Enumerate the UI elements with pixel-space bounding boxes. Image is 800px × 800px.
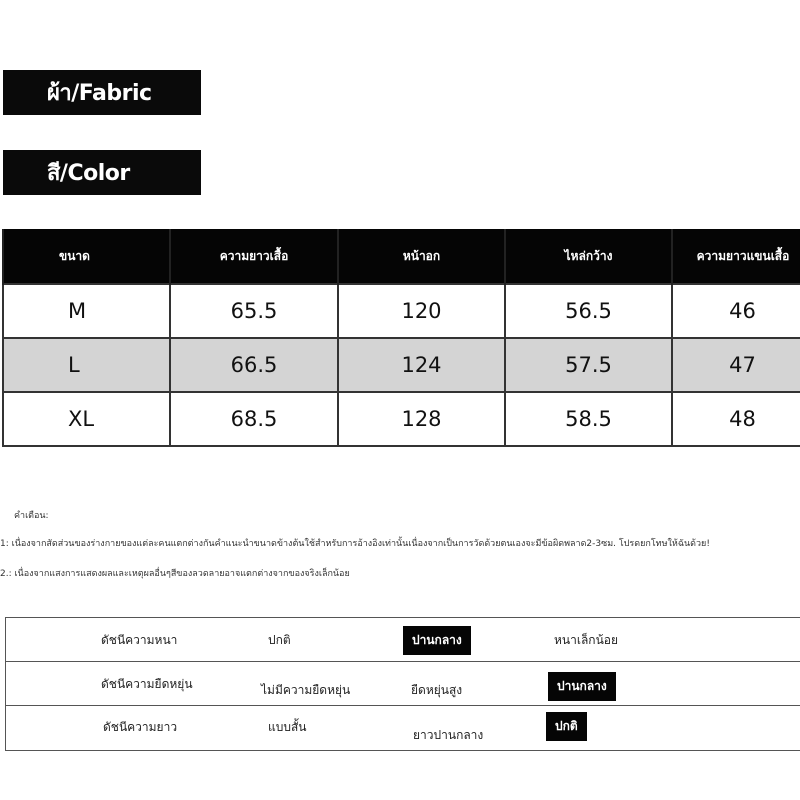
notes-heading: คำเตือน: bbox=[14, 511, 49, 521]
index-option-selected: ปานกลาง bbox=[403, 626, 471, 655]
table-row bbox=[3, 338, 800, 392]
color-label: สี/Color bbox=[3, 150, 201, 195]
cell-sleeve: 48 bbox=[672, 392, 800, 446]
cell-sleeve: 47 bbox=[672, 338, 800, 392]
header-shoulder: ไหล่กว้าง bbox=[505, 229, 672, 284]
cell-sleeve: 46 bbox=[672, 284, 800, 338]
index-row-length bbox=[6, 706, 800, 750]
cell-size: XL bbox=[3, 392, 170, 446]
note-1: 1: เนื่องจากสัดส่วนของร่างกายของแต่ละคนแตกต่างกันคำแนะนำขนาดข้างต้นใช้สำหรับการอ้างอิงเท่านั้นเนื่องจากเป็นการวัดด้วยตนเองจะมีข้อผิดพลาด2-3ซม. โปรดยกโทษให้ฉันด้วย! bbox=[0, 539, 710, 549]
header-sleeve: ความยาวแขนเสื้อ bbox=[672, 229, 800, 284]
index-option-selected: ปกติ bbox=[546, 712, 587, 741]
cell-shoulder: 57.5 bbox=[505, 338, 672, 392]
index-row-thickness bbox=[6, 618, 800, 662]
index-option: ยาวปานกลาง bbox=[413, 728, 484, 742]
index-name: ดัชนีความยาว bbox=[103, 720, 178, 734]
index-name: ดัชนีความยืดหยุ่น bbox=[101, 677, 193, 691]
index-option: แบบสั้น bbox=[268, 720, 307, 734]
note-2: 2.: เนื่องจากแสงการแสดงผลและเหตุผลอื่นๆสีของลวดลายอาจแตกต่างจากของจริงเล็กน้อย bbox=[0, 569, 350, 579]
cell-length: 66.5 bbox=[170, 338, 338, 392]
cell-chest: 128 bbox=[338, 392, 505, 446]
cell-length: 68.5 bbox=[170, 392, 338, 446]
index-option: ไม่มีความยืดหยุ่น bbox=[261, 683, 351, 697]
index-table bbox=[5, 617, 800, 751]
size-table-header bbox=[3, 229, 800, 284]
header-chest: หน้าอก bbox=[338, 229, 505, 284]
cell-shoulder: 58.5 bbox=[505, 392, 672, 446]
cell-chest: 120 bbox=[338, 284, 505, 338]
index-option: ยืดหยุ่นสูง bbox=[411, 683, 463, 697]
header-size: ขนาด bbox=[3, 229, 170, 284]
cell-length: 65.5 bbox=[170, 284, 338, 338]
cell-chest: 124 bbox=[338, 338, 505, 392]
header-length: ความยาวเสื้อ bbox=[170, 229, 338, 284]
cell-size: M bbox=[3, 284, 170, 338]
cell-size: L bbox=[3, 338, 170, 392]
table-row bbox=[3, 392, 800, 446]
table-row bbox=[3, 284, 800, 338]
index-option: หนาเล็กน้อย bbox=[554, 633, 619, 647]
index-option: ปกติ bbox=[268, 633, 291, 647]
size-table bbox=[2, 229, 800, 447]
cell-shoulder: 56.5 bbox=[505, 284, 672, 338]
index-option-selected: ปานกลาง bbox=[548, 672, 616, 701]
fabric-label: ผ้า/Fabric bbox=[3, 70, 201, 115]
index-name: ดัชนีความหนา bbox=[101, 633, 178, 647]
index-row-elasticity bbox=[6, 662, 800, 706]
